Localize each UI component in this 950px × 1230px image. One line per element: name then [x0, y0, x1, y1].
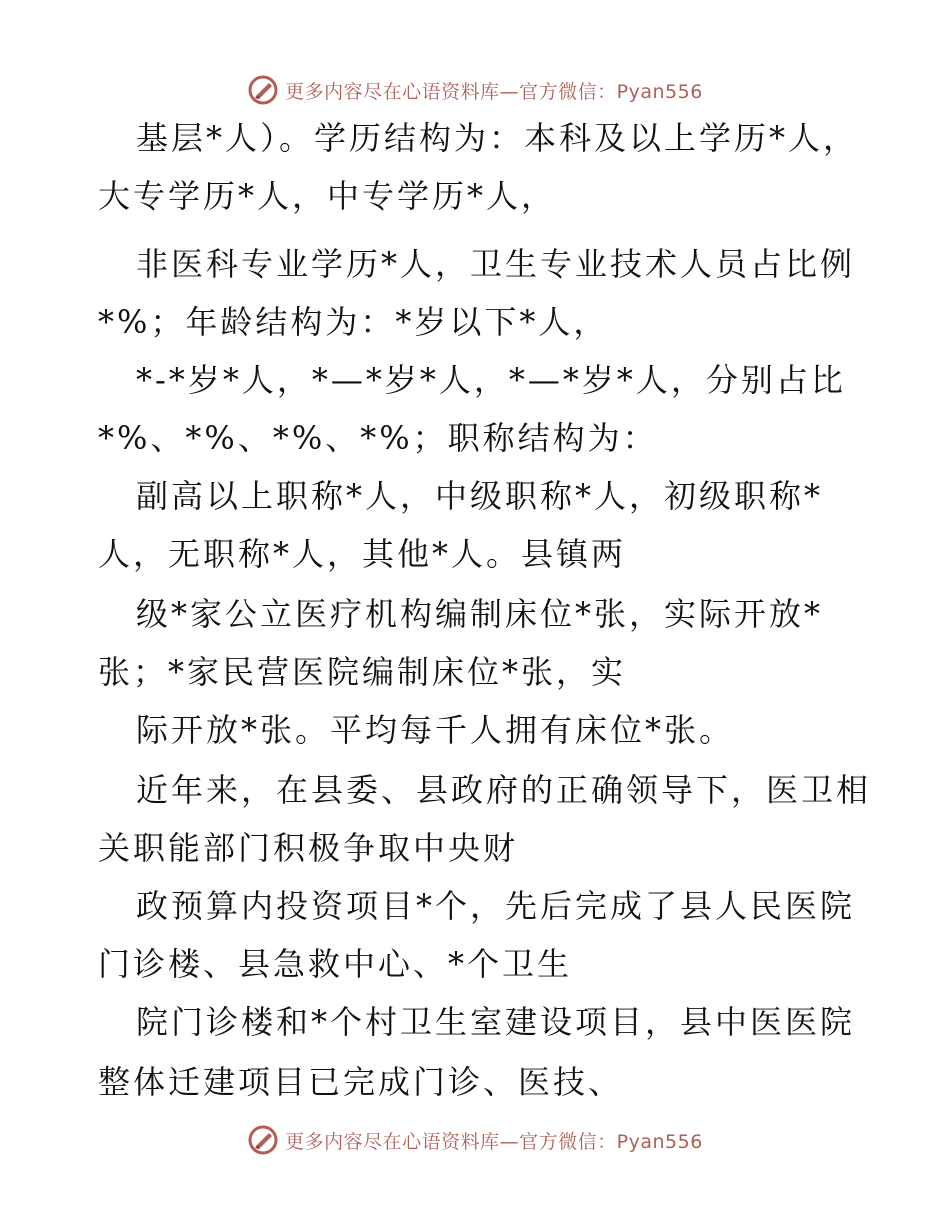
- text-line: 整体迁建项目已完成门诊、医技、: [98, 1063, 624, 1101]
- text-line: 副高以上职称*人，中级职称*人，初级职称*: [136, 477, 824, 515]
- pen-seal-icon: [247, 74, 279, 106]
- header-banner-text: 更多内容尽在心语资料库—官方微信：Pyan556: [285, 80, 703, 103]
- text-line: 际开放*张。平均每千人拥有床位*张。: [136, 711, 735, 749]
- text-line: *-*岁*人，*—*岁*人，*—*岁*人，分别占比: [136, 361, 846, 399]
- text-line: 人，无职称*人，其他*人。县镇两: [98, 535, 627, 573]
- header-banner: [0, 70, 950, 110]
- text-line: 关职能部门积极争取中央财: [98, 829, 519, 867]
- pen-seal-icon: [247, 1124, 279, 1156]
- text-line: 张；*家民营医院编制床位*张，实: [98, 653, 627, 691]
- text-line: 大专学历*人，中专学历*人，: [98, 177, 557, 215]
- footer-banner-text: 更多内容尽在心语资料库—官方微信：Pyan556: [285, 1130, 703, 1153]
- text-line: *%；年龄结构为：*岁以下*人，: [98, 303, 609, 341]
- text-line: 门诊楼、县急救中心、*个卫生: [98, 945, 573, 983]
- text-line: 政预算内投资项目*个，先后完成了县人民医院: [136, 887, 856, 925]
- footer-banner: [0, 1120, 950, 1160]
- text-line: 院门诊楼和*个村卫生室建设项目，县中医医院: [136, 1003, 856, 1041]
- text-line: 近年来，在县委、县政府的正确领导下，医卫相: [136, 771, 872, 809]
- text-line: 级*家公立医疗机构编制床位*张，实际开放*: [136, 595, 824, 633]
- text-line: 非医科专业学历*人，卫生专业技术人员占比例: [136, 245, 856, 283]
- text-line: 基层*人）。学历结构为：本科及以上学历*人，: [136, 119, 859, 157]
- text-line: *%、*%、*%、*%；职称结构为：: [98, 419, 658, 457]
